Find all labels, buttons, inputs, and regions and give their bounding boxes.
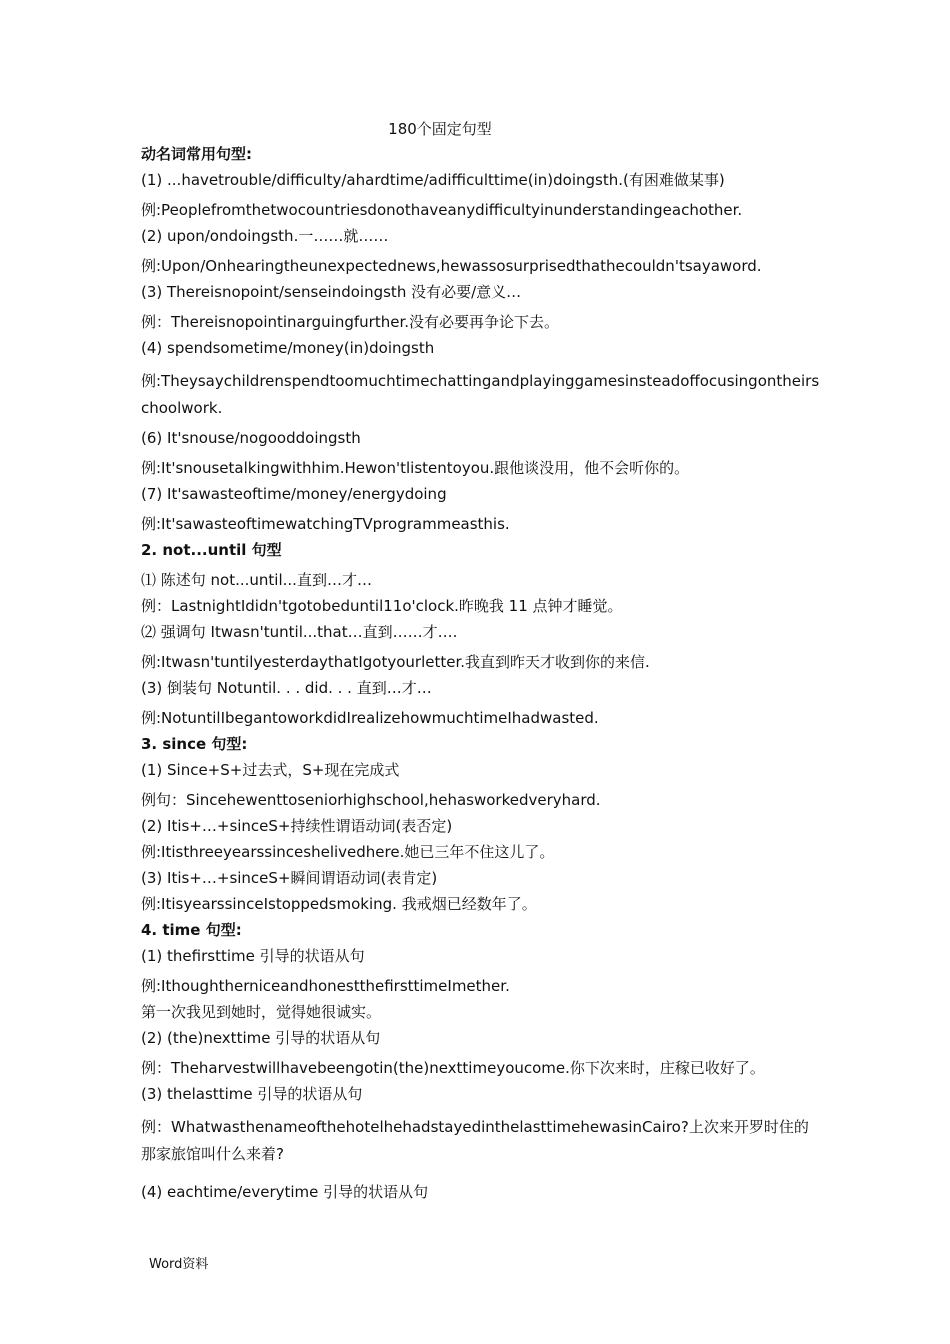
footer-label: Word资料 [149, 1257, 209, 1272]
text-line: (3) Thereisnopoint/senseindoingsth 没有必要/意义… [141, 283, 522, 301]
text-line: 第一次我见到她时，觉得她很诚实。 [141, 1003, 382, 1021]
text-line: (2) (the)nexttime 引导的状语从句 [141, 1029, 381, 1047]
section-heading: 4. time 句型: [141, 921, 242, 939]
text-line: (1) ...havetrouble/difficulty/ahardtime/adifficulttime(in)doingsth.(有困难做某事) [141, 171, 725, 189]
text-line: (1) Since+S+过去式，S+现在完成式 [141, 761, 400, 779]
section-heading: 动名词常用句型: [141, 145, 252, 163]
text-line: 例:Upon/Onhearingtheunexpectednews,hewassosurprisedthathecouldn'tsayaword. [141, 257, 762, 275]
text-line: 例:ItisyearssinceIstoppedsmoking. 我戒烟已经数年了。 [141, 895, 537, 913]
text-line: (4) spendsometime/money(in)doingsth [141, 339, 435, 357]
text-line: 例：Thereisnopointinarguingfurther.没有必要再争论下去。 [141, 313, 560, 331]
document-body [141, 144, 821, 1202]
section-heading: 3. since 句型: [141, 735, 248, 753]
text-line: (3) 倒装句 Notuntil. . . did. . . 直到…才… [141, 679, 432, 697]
text-line: 例:IthoughtherniceandhonestthefirsttimeImether. [141, 977, 510, 995]
text-line: 例：Theharvestwillhavebeengotin(the)nexttimeyoucome.你下次来时，庄稼已收好了。 [141, 1059, 765, 1077]
section-heading: 2. not...until 句型 [141, 541, 282, 559]
text-line: 例：LastnightIdidn'tgotobeduntil11o'clock.昨晚我 11 点钟才睡觉。 [141, 597, 623, 615]
text-line: 例：WhatwasthenameofthehotelhehadstayedinthelasttimehewasinCairo?上次来开罗时住的那家旅馆叫什么来着? [141, 1118, 809, 1163]
text-line: (7) It'sawasteoftime/money/energydoing [141, 485, 447, 503]
text-line: ⑵ 强调句 Itwasn'tuntil...that…直到……才…. [141, 623, 458, 641]
text-line: 例:Itwasn'tuntilyesterdaythatIgotyourletter.我直到昨天才收到你的来信. [141, 653, 650, 671]
text-line: 例:Theysaychildrenspendtoomuchtimechattingandplayinggamesinsteadoffocusingontheirschoolwork. [141, 372, 820, 417]
page-title: 180个固定句型 [388, 120, 492, 138]
text-line: 例:NotuntilIbegantoworkdidIrealizehowmuchtimeIhadwasted. [141, 709, 599, 727]
text-line: (3) Itis+…+sinceS+瞬间谓语动词(表肯定) [141, 869, 438, 887]
text-line: (6) It'snouse/nogooddoingsth [141, 429, 361, 447]
text-line: 例:It'snousetalkingwithhim.Hewon'tlistentoyou.跟他谈没用，他不会听你的。 [141, 459, 690, 477]
text-line: 例:It'sawasteoftimewatchingTVprogrammeasthis. [141, 515, 510, 533]
text-line: (3) thelasttime 引导的状语从句 [141, 1085, 363, 1103]
text-line: 例句：Sincehewenttoseniorhighschool,hehasworkedveryhard. [141, 791, 601, 809]
text-line: ⑴ 陈述句 not...until...直到…才… [141, 571, 372, 589]
text-line: 例:Itisthreeyearssinceshelivedhere.她已三年不住这儿了。 [141, 843, 555, 861]
text-line: (4) eachtime/everytime 引导的状语从句 [141, 1183, 429, 1201]
text-line: (1) thefirsttime 引导的状语从句 [141, 947, 365, 965]
text-line: (2) Itis+…+sinceS+持续性谓语动词(表否定) [141, 817, 453, 835]
text-line: (2) upon/ondoingsth.一……就…… [141, 227, 389, 245]
text-line: 例:Peoplefromthetwocountriesdonothaveanydifficultyinunderstandingeachother. [141, 201, 743, 219]
